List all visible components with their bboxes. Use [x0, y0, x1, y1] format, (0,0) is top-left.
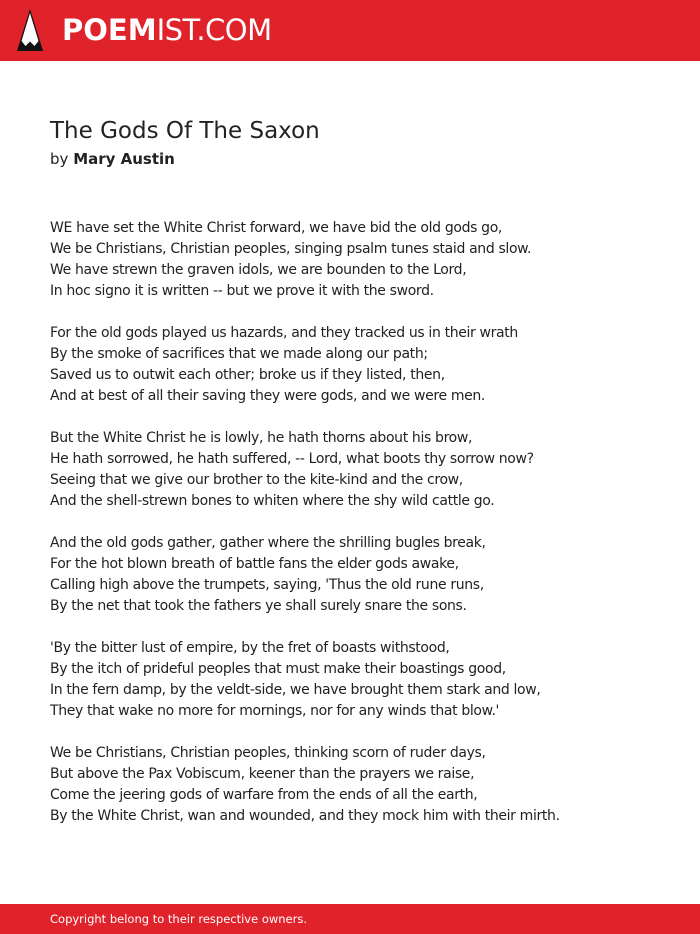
poem-line: By the net that took the fathers ye shall surely snare the sons.	[50, 598, 467, 614]
site-logo[interactable]	[62, 12, 272, 48]
poem-line: 'By the bitter lust of empire, by the fret of boasts withstood,	[50, 640, 450, 656]
logo-light-text: IST.COM	[156, 13, 272, 47]
author-name: Mary Austin	[73, 150, 175, 168]
site-footer	[0, 904, 700, 934]
poem-line: And the shell-strewn bones to whiten where the shy wild cattle go.	[50, 493, 495, 509]
poem-line: In the fern damp, by the veldt-side, we have brought them stark and low,	[50, 682, 541, 698]
byline	[50, 148, 175, 170]
poem-line: And the old gods gather, gather where the shrilling bugles break,	[50, 535, 486, 551]
logo-bold-text: POEM	[62, 13, 157, 47]
poem-line: Come the jeering gods of warfare from the ends of all the earth,	[50, 787, 478, 803]
poem-line: And at best of all their saving they were gods, and we were men.	[50, 388, 485, 404]
poem-line: Seeing that we give our brother to the kite-kind and the crow,	[50, 472, 463, 488]
site-header	[0, 0, 700, 61]
poem-line: Saved us to outwit each other; broke us if they listed, then,	[50, 367, 445, 383]
poem-stanza	[50, 533, 670, 617]
poem-line: By the itch of prideful peoples that must make their boastings good,	[50, 661, 506, 677]
poem-line: By the smoke of sacrifices that we made along our path;	[50, 346, 428, 362]
poem-line: WE have set the White Christ forward, we have bid the old gods go,	[50, 220, 503, 236]
poem-stanza	[50, 638, 670, 722]
poem-title: The Gods Of The Saxon	[50, 118, 320, 144]
poem-line: For the old gods played us hazards, and they tracked us in their wrath	[50, 325, 518, 341]
poem-stanza	[50, 743, 670, 827]
poem-line: Calling high above the trumpets, saying, 'Thus the old rune runs,	[50, 577, 484, 593]
poem-line: They that wake no more for mornings, nor for any winds that blow.'	[50, 703, 500, 719]
poem-stanza	[50, 428, 670, 512]
copyright-text: Copyright belong to their respective owners.	[50, 912, 308, 926]
poem-line: We have strewn the graven idols, we are bounden to the Lord,	[50, 262, 467, 278]
poem-line: But the White Christ he is lowly, he hath thorns about his brow,	[50, 430, 473, 446]
poem-line: He hath sorrowed, he hath suffered, -- Lord, what boots thy sorrow now?	[50, 451, 534, 467]
poem-line: But above the Pax Vobiscum, keener than the prayers we raise,	[50, 766, 475, 782]
poem-line: By the White Christ, wan and wounded, and they mock him with their mirth.	[50, 808, 560, 824]
pencil-tip-icon	[17, 9, 43, 51]
by-label: by	[50, 150, 69, 168]
poem-line: We be Christians, Christian peoples, singing psalm tunes staid and slow.	[50, 241, 532, 257]
poem-stanza	[50, 323, 670, 407]
poem-line: In hoc signo it is written -- but we prove it with the sword.	[50, 283, 434, 299]
poem-line: We be Christians, Christian peoples, thinking scorn of ruder days,	[50, 745, 486, 761]
poem-stanza	[50, 218, 670, 302]
poem-line: For the hot blown breath of battle fans the elder gods awake,	[50, 556, 459, 572]
poem-body	[50, 218, 670, 848]
